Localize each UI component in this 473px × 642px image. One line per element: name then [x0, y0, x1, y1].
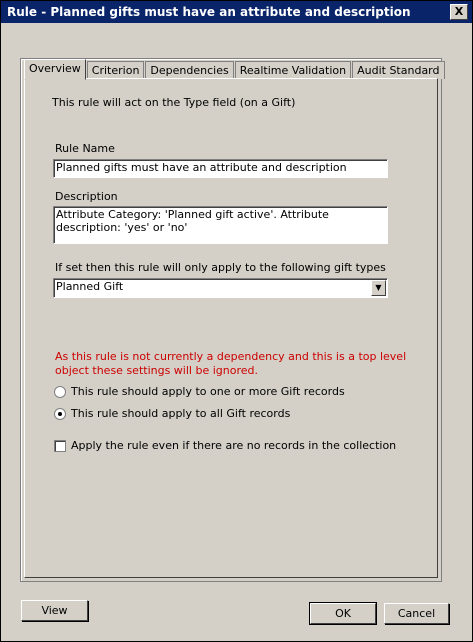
description-label: Description — [55, 190, 118, 203]
chevron-down-icon[interactable]: ▼ — [371, 280, 386, 296]
title-bar — [1, 1, 472, 23]
tab-audit-standard[interactable]: Audit Standard — [352, 61, 444, 79]
radio-all-records[interactable] — [54, 408, 66, 420]
view-button[interactable]: View — [21, 600, 88, 621]
warning-line-2: object these settings will be ignored. — [55, 364, 258, 377]
window-title: Rule - Planned gifts must have an attribute and description — [7, 5, 411, 19]
intro-text: This rule will act on the Type field (on a Gift) — [52, 96, 296, 109]
tab-overview[interactable]: Overview — [24, 59, 86, 80]
tab-dependencies[interactable]: Dependencies — [145, 61, 233, 79]
description-textarea[interactable]: Attribute Category: 'Planned gift active'. Attribute description: 'yes' or 'no' — [53, 206, 388, 244]
apply-empty-collection-label[interactable]: Apply the rule even if there are no records in the collection — [71, 439, 397, 452]
gift-type-selected-value: Planned Gift — [56, 280, 124, 293]
radio-one-or-more-label[interactable]: This rule should apply to one or more Gift records — [71, 385, 345, 398]
rule-name-label: Rule Name — [55, 142, 115, 155]
tab-realtime-validation[interactable]: Realtime Validation — [235, 61, 351, 79]
warning-line-1: As this rule is not currently a dependency and this is a top level — [55, 350, 407, 363]
apply-empty-collection-checkbox[interactable] — [54, 440, 66, 452]
gift-type-select[interactable] — [53, 278, 388, 298]
rule-name-input[interactable]: Planned gifts must have an attribute and description — [53, 159, 388, 178]
tab-criterion[interactable]: Criterion — [87, 61, 145, 79]
close-button[interactable] — [450, 4, 468, 20]
tab-strip — [24, 59, 446, 79]
cancel-button[interactable]: Cancel — [384, 603, 449, 624]
ok-button[interactable]: OK — [310, 603, 376, 624]
gift-types-label: If set then this rule will only apply to the following gift types — [55, 261, 386, 274]
radio-all-records-label[interactable]: This rule should apply to all Gift records — [71, 407, 291, 420]
radio-one-or-more[interactable] — [54, 386, 66, 398]
close-icon: X — [454, 5, 464, 18]
radio-selected-dot — [58, 412, 62, 416]
